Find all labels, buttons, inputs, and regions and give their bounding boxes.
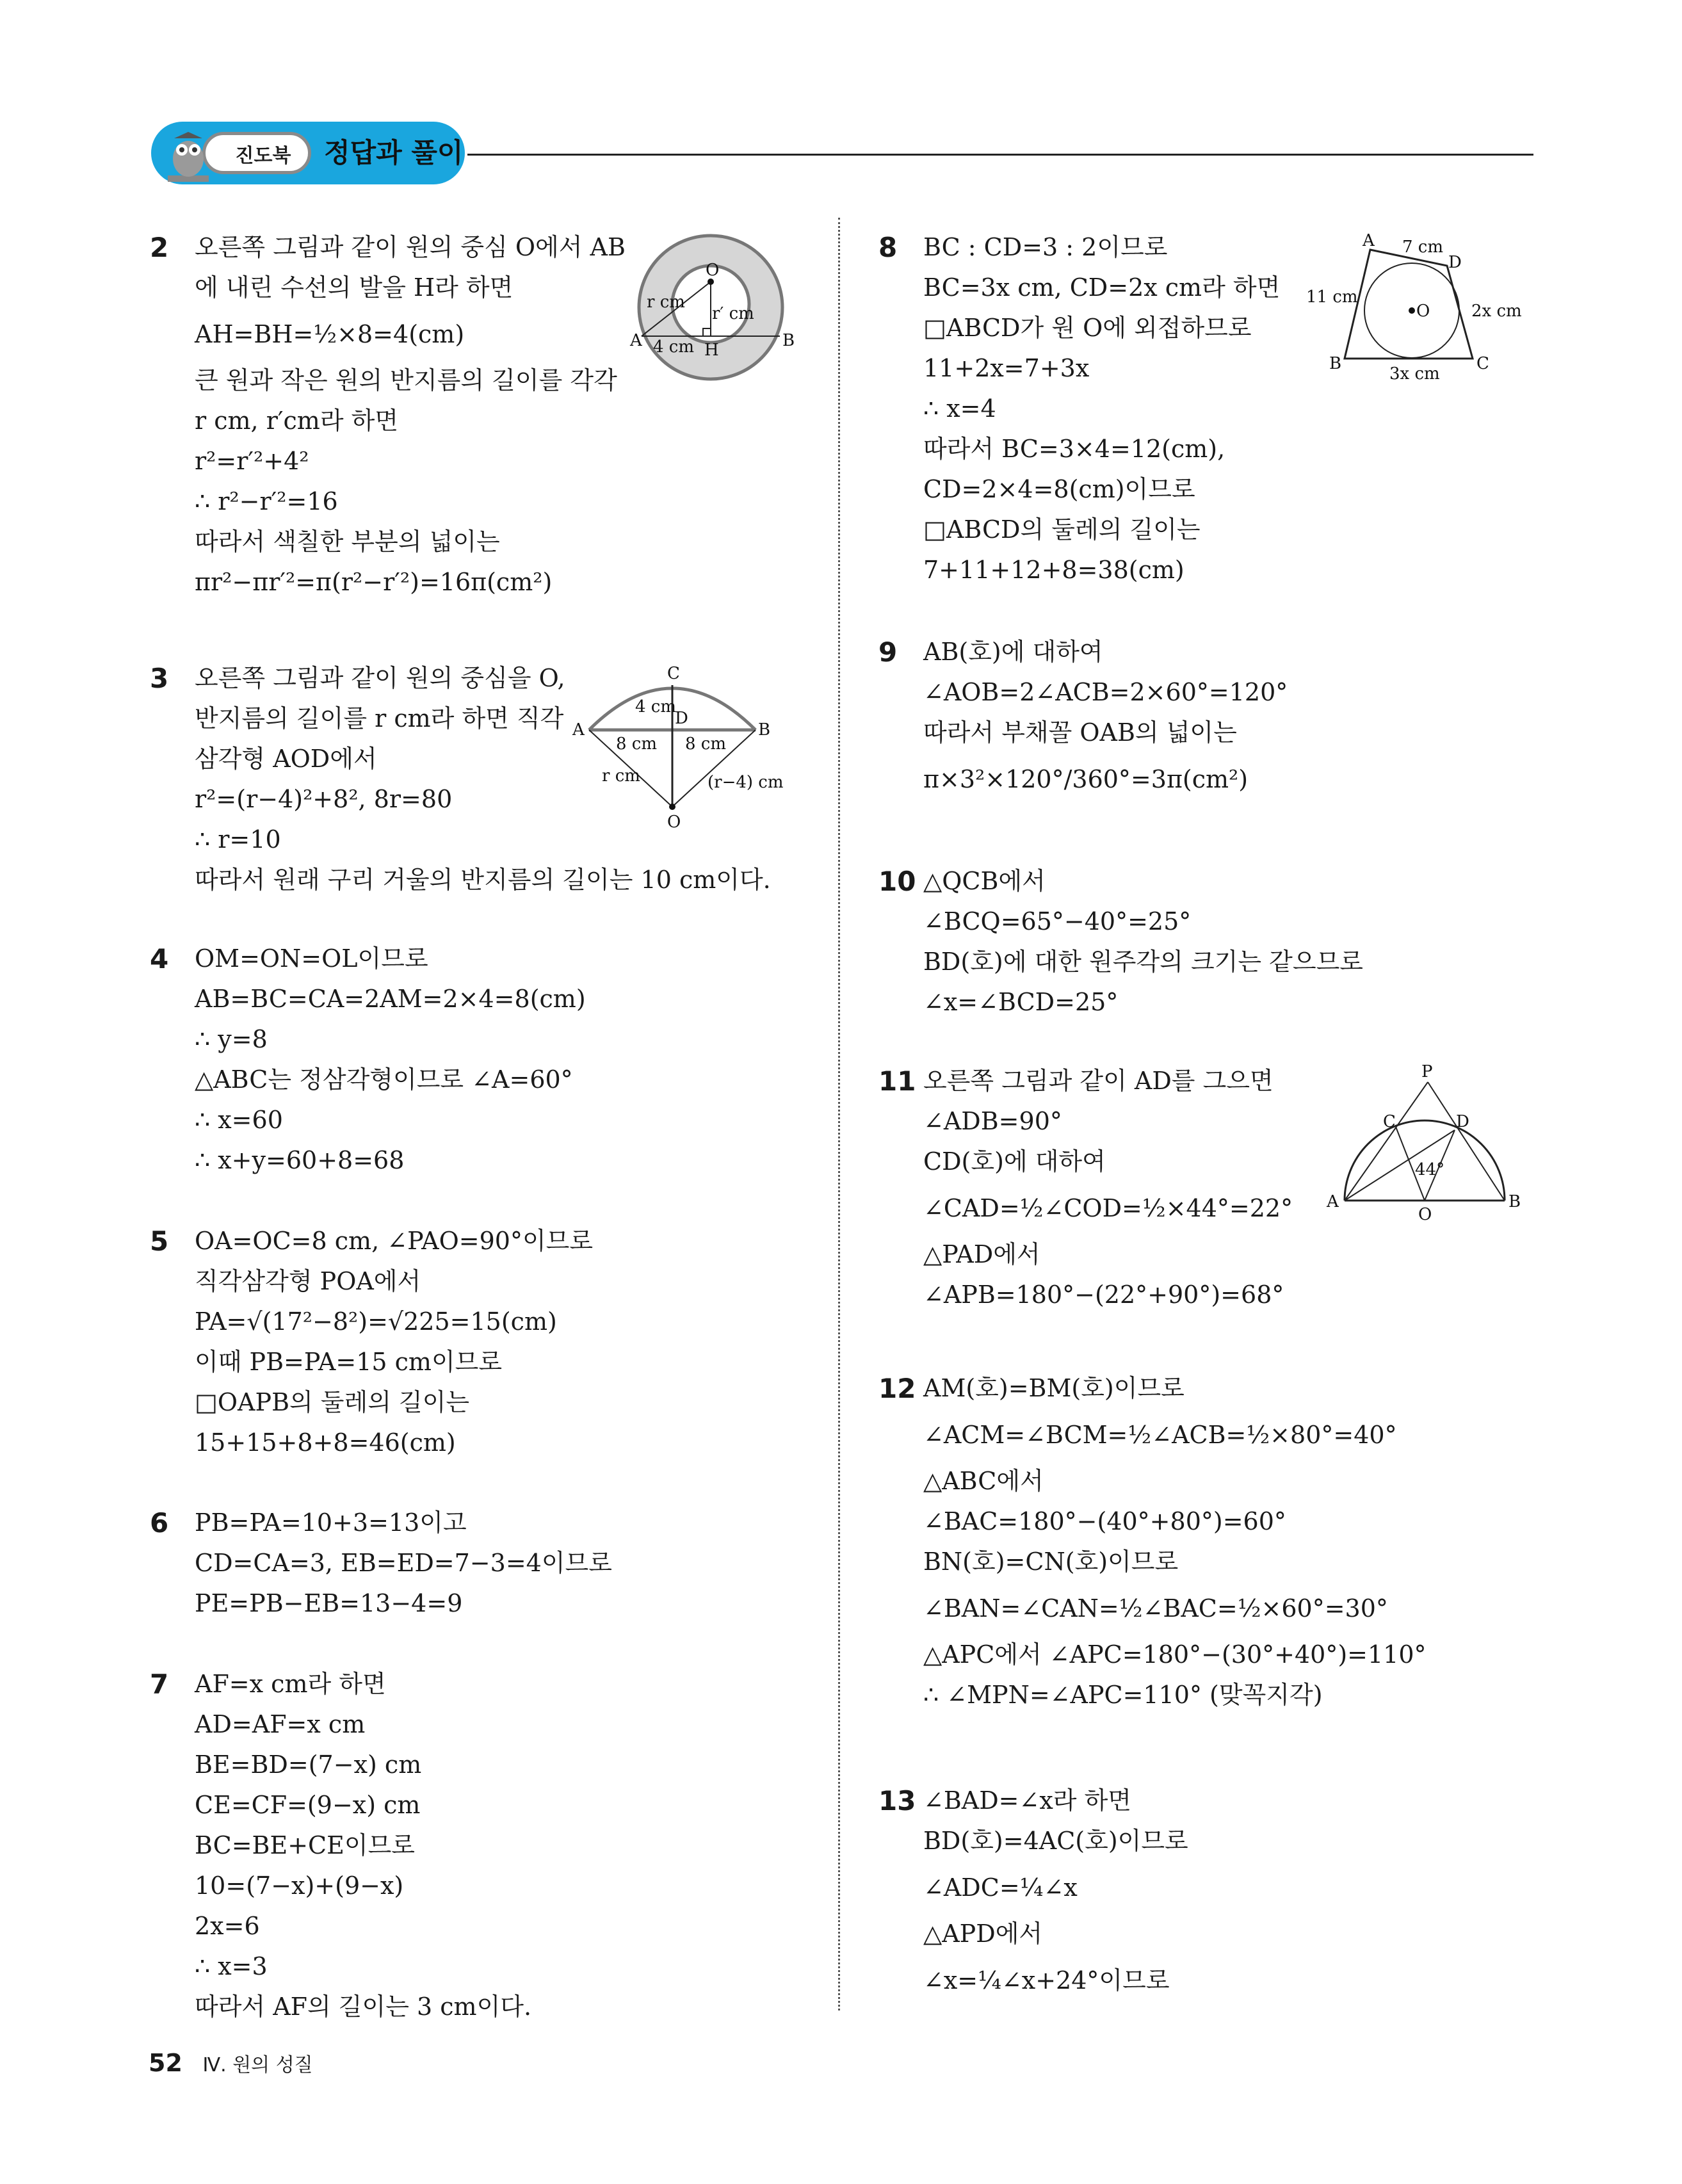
solution-line: 따라서 AF의 길이는 3 cm이다. [195, 1993, 532, 2021]
diagram-label: 2x cm [1471, 302, 1522, 321]
solution-line: 2x=6 [195, 1912, 260, 1940]
solution-line: 15+15+8+8=46(cm) [195, 1428, 456, 1457]
solution-line: π×3²×120°/360°=3π(cm²) [923, 765, 1249, 793]
diagram-label: A [630, 331, 642, 350]
diagram-label: (r−4) cm [708, 773, 784, 792]
solution-line: ∠APB=180°−(22°+90°)=68° [923, 1281, 1284, 1309]
solution-lines [195, 1664, 531, 2027]
page-number: 52 [149, 2049, 182, 2077]
solution-line: AM(호)=BM(호)이므로 [923, 1374, 1185, 1402]
diagram-label: 3x cm [1389, 364, 1440, 384]
problem-number: 13 [878, 1785, 916, 1816]
problem-number: 3 [150, 663, 169, 694]
solution-line: ∴ r=10 [195, 825, 281, 853]
solution-line: ∠BAD=∠x라 하면 [923, 1786, 1131, 1815]
solution-lines [923, 861, 1363, 1023]
diagram-label: 4 cm [635, 697, 677, 716]
owl-mascot-icon [163, 127, 214, 184]
solution-line: 따라서 BC=3×4=12(cm), [923, 435, 1225, 463]
solution-line: △APD에서 [923, 1920, 1043, 1948]
solution-line: BD(호)=4AC(호)이므로 [923, 1827, 1188, 1855]
diagram-label: B [758, 720, 771, 740]
solution-line: CE=CF=(9−x) cm [195, 1791, 421, 1819]
solution-line: ∴ x=4 [923, 394, 996, 423]
solution-line: 직각삼각형 POA에서 [195, 1267, 421, 1295]
problem-number: 8 [878, 232, 898, 263]
solution-lines [923, 1781, 1188, 2007]
solution-line: ∠ADC=¼∠x [923, 1873, 1078, 1902]
solution-line: △ABC에서 [923, 1467, 1044, 1495]
solution-line: ∴ x=3 [195, 1952, 268, 1980]
diagram-label: O [1418, 1205, 1432, 1224]
diagram-label: 4 cm [653, 337, 695, 357]
solution-line: PA=√(17²−8²)=√225=15(cm) [195, 1307, 557, 1336]
problem-number: 10 [878, 866, 916, 897]
solution-line: ∠x=¼∠x+24°이므로 [923, 1966, 1170, 1994]
solution-line: BE=BD=(7−x) cm [195, 1751, 422, 1779]
problem-number: 11 [878, 1065, 916, 1097]
solution-line: AF=x cm라 하면 [195, 1670, 386, 1698]
solution-line: □OAPB의 둘레의 길이는 [195, 1388, 470, 1416]
solution-lines [923, 632, 1288, 805]
solution-line: AB=BC=CA=2AM=2×4=8(cm) [195, 985, 586, 1013]
solution-lines [923, 227, 1280, 590]
solution-line: CD=2×4=8(cm)이므로 [923, 475, 1195, 503]
diagram-label: 11 cm [1306, 287, 1358, 307]
solution-line: 따라서 색칠한 부분의 넓이는 [195, 528, 500, 556]
solution-line: 11+2x=7+3x [923, 354, 1090, 382]
problem-number: 6 [150, 1507, 169, 1539]
problem-number: 5 [150, 1225, 169, 1257]
solution-line: BD(호)에 대한 원주각의 크기는 같으므로 [923, 948, 1363, 976]
header-rule [467, 154, 1533, 156]
solution-line: △APC에서 ∠APC=180°−(30°+40°)=110° [923, 1640, 1427, 1669]
problem-number: 4 [150, 943, 169, 975]
solution-line: ∴ x+y=60+8=68 [195, 1146, 405, 1174]
diagram-label: r′ cm [712, 304, 754, 323]
diagram-label: O [706, 261, 720, 280]
solution-lines [195, 227, 626, 603]
solution-line: 큰 원과 작은 원의 반지름의 길이를 각각 [195, 366, 617, 394]
solution-line: OA=OC=8 cm, ∠PAO=90°이므로 [195, 1227, 594, 1255]
solution-lines [923, 1061, 1293, 1315]
diagram-label: A [1363, 231, 1375, 250]
solution-line: ∠AOB=2∠ACB=2×60°=120° [923, 678, 1288, 706]
column-divider [838, 218, 840, 2010]
header-sub-label: 진도북 [202, 132, 311, 174]
diagram-semicircle [1319, 1063, 1524, 1229]
solution-line: △PAD에서 [923, 1240, 1040, 1268]
solution-line: 7+11+12+8=38(cm) [923, 556, 1185, 584]
diagram-label: O [667, 813, 681, 832]
solution-line: OM=ON=OL이므로 [195, 944, 428, 973]
problem-number: 7 [150, 1669, 169, 1700]
diagram-label: r cm [647, 293, 685, 312]
solution-line: 10=(7−x)+(9−x) [195, 1872, 404, 1900]
solution-line: AD=AF=x cm [195, 1710, 366, 1738]
solution-line: ∠BCQ=65°−40°=25° [923, 907, 1192, 935]
diagram-label: r cm [602, 766, 640, 786]
diagram-label: 7 cm [1402, 238, 1444, 257]
diagram-label: A [1327, 1192, 1339, 1211]
solution-line: ∴ ∠MPN=∠APC=110° (맞꼭지각) [923, 1681, 1323, 1709]
solution-line: 따라서 부채꼴 OAB의 넓이는 [923, 718, 1237, 747]
chapter-title: Ⅳ. 원의 성질 [202, 2054, 313, 2076]
solution-line: 따라서 원래 구리 거울의 반지름의 길이는 10 cm이다. [195, 866, 771, 894]
diagram-label: B [1508, 1192, 1521, 1211]
solution-line: r²=r′²+4² [195, 447, 309, 475]
problem-number: 9 [878, 636, 898, 668]
diagram-label: B [782, 331, 795, 350]
problem-number: 2 [150, 232, 169, 263]
solution-lines [195, 1221, 593, 1463]
solution-line: □ABCD가 원 O에 외접하므로 [923, 314, 1252, 342]
solution-line: 삼각형 AOD에서 [195, 745, 377, 773]
solution-line: △ABC는 정삼각형이므로 ∠A=60° [195, 1065, 573, 1094]
solution-line: ∠x=∠BCD=25° [923, 988, 1119, 1016]
solution-line: CD(호)에 대하여 [923, 1147, 1106, 1176]
diagram-label: C [667, 664, 680, 683]
page-title: 정답과 풀이 [324, 137, 464, 168]
solution-line: 에 내린 수선의 발을 H라 하면 [195, 273, 513, 302]
solution-line: BC=3x cm, CD=2x cm라 하면 [923, 273, 1281, 302]
diagram-label: 8 cm [685, 734, 727, 754]
diagram-label: A [572, 720, 585, 740]
diagram-label: 44° [1415, 1160, 1445, 1179]
solution-line: △QCB에서 [923, 867, 1046, 895]
diagram-label: P [1421, 1062, 1433, 1081]
diagram-annulus [630, 231, 800, 384]
solution-line: r cm, r′cm라 하면 [195, 407, 399, 435]
solution-lines [195, 1503, 612, 1624]
solution-line: ∴ y=8 [195, 1025, 268, 1053]
solution-line: 오른쪽 그림과 같이 원의 중심을 O, [195, 664, 565, 692]
diagram-label: O [1416, 302, 1430, 321]
solution-line: ∴ r²−r′²=16 [195, 487, 338, 515]
solution-lines [195, 939, 586, 1181]
solution-line: ∴ x=60 [195, 1106, 283, 1134]
diagram-circumscribed-quad [1306, 231, 1524, 384]
solution-line: πr²−πr′²=π(r²−r′²)=16π(cm²) [195, 568, 553, 596]
diagram-label: C [1383, 1112, 1396, 1131]
solution-line: ∠CAD=½∠COD=½×44°=22° [923, 1194, 1293, 1222]
solution-line: AB(호)에 대하여 [923, 638, 1103, 666]
solution-line: ∠ADB=90° [923, 1107, 1062, 1135]
diagram-mirror-arc [563, 659, 807, 832]
solution-line: PE=PB−EB=13−4=9 [195, 1589, 463, 1617]
solution-line: 오른쪽 그림과 같이 원의 중심 O에서 AB [195, 233, 626, 261]
solution-line: PB=PA=10+3=13이고 [195, 1509, 467, 1537]
solution-line: r²=(r−4)²+8², 8r=80 [195, 785, 453, 813]
diagram-label: C [1476, 354, 1489, 373]
diagram-label: H [704, 341, 719, 360]
solution-line: ∠BAN=∠CAN=½∠BAC=½×60°=30° [923, 1594, 1388, 1622]
solution-line: ∠BAC=180°−(40°+80°)=60° [923, 1507, 1286, 1535]
solution-line: BC : CD=3 : 2이므로 [923, 233, 1168, 261]
diagram-label: D [1448, 253, 1462, 272]
solution-line: 반지름의 길이를 r cm라 하면 직각 [195, 704, 564, 732]
solution-line: CD=CA=3, EB=ED=7−3=4이므로 [195, 1549, 612, 1577]
solution-lines [923, 1368, 1427, 1715]
diagram-label: 8 cm [616, 734, 658, 754]
diagram-label: B [1329, 354, 1342, 373]
solution-line: BN(호)=CN(호)이므로 [923, 1548, 1179, 1576]
solution-line: ∠ACM=∠BCM=½∠ACB=½×80°=40° [923, 1421, 1397, 1449]
solution-line: AH=BH=½×8=4(cm) [195, 320, 465, 348]
solution-line: □ABCD의 둘레의 길이는 [923, 515, 1201, 544]
solution-line: 이때 PB=PA=15 cm이므로 [195, 1348, 503, 1376]
diagram-label: D [675, 709, 688, 728]
solution-line: 오른쪽 그림과 같이 AD를 그으면 [923, 1067, 1274, 1095]
solution-line: BC=BE+CE이므로 [195, 1831, 415, 1859]
page-footer [149, 2049, 313, 2077]
problem-number: 12 [878, 1373, 916, 1404]
diagram-label: D [1456, 1112, 1469, 1131]
